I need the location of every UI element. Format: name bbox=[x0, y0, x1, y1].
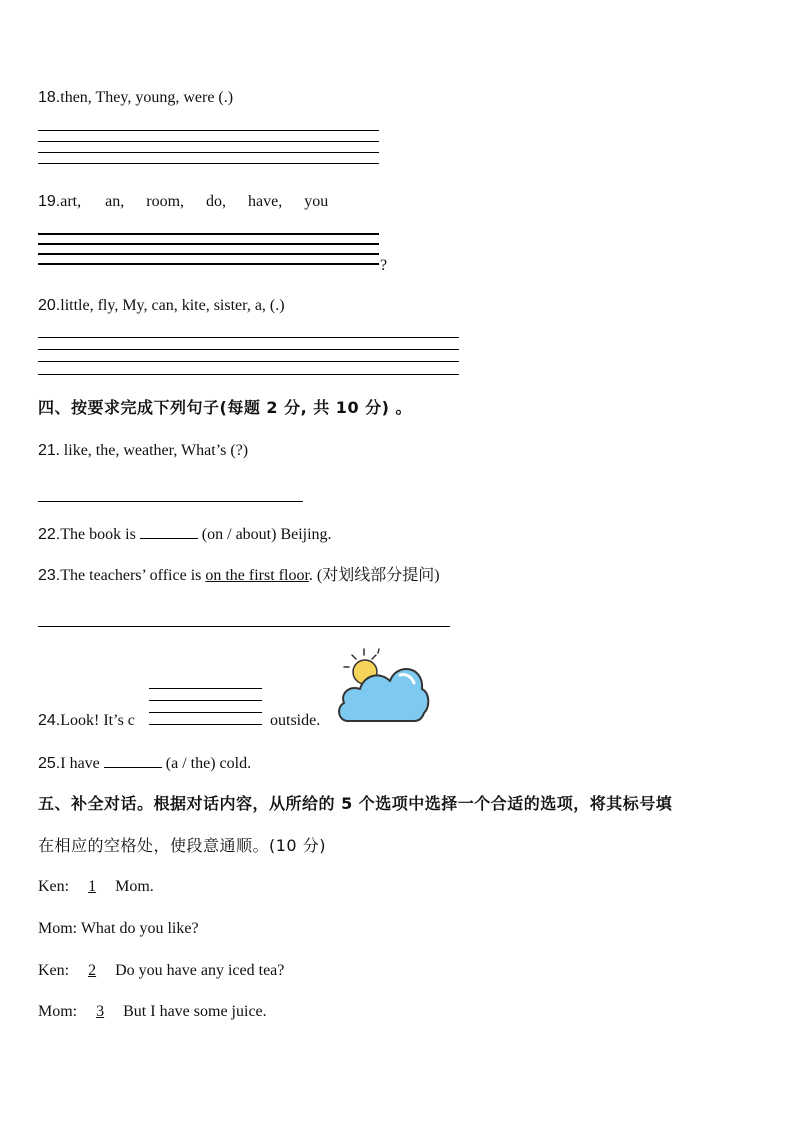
section-5-title-line2: 在相应的空格处，使段意通顺。(10 分) bbox=[38, 836, 326, 855]
question-text-after: . (对划线部分提问) bbox=[308, 567, 440, 584]
question-18 bbox=[38, 88, 233, 108]
question-number: 23. bbox=[38, 567, 61, 584]
question-text-after: (on / about) Beijing. bbox=[201, 526, 332, 543]
question-24 bbox=[38, 711, 135, 731]
speaker: Ken: bbox=[38, 878, 74, 895]
question-number: 24. bbox=[38, 712, 61, 729]
question-words: then, They, young, were (.) bbox=[60, 89, 234, 106]
question-mark: ? bbox=[380, 257, 388, 274]
question-text-before: The book is bbox=[60, 526, 136, 543]
question-word: do, bbox=[206, 193, 227, 210]
question-word: you bbox=[304, 193, 329, 210]
answer-line[interactable] bbox=[38, 337, 459, 338]
question-22 bbox=[38, 524, 332, 545]
question-19 bbox=[38, 192, 328, 212]
cloud-sun-icon bbox=[334, 645, 430, 725]
question-word: room, bbox=[146, 193, 185, 210]
question-25 bbox=[38, 753, 251, 774]
speaker: Mom: What do you like? bbox=[38, 920, 199, 937]
question-word: art, bbox=[60, 193, 82, 210]
question-number: 22. bbox=[38, 526, 61, 543]
question-word: have, bbox=[248, 193, 283, 210]
section-5-title-line1: 五、补全对话。根据对话内容，从所给的 5 个选项中选择一个合适的选项，将其标号填 bbox=[38, 794, 673, 813]
dialog-text: Mom. bbox=[111, 878, 154, 895]
underlined-phrase: on the first floor bbox=[205, 567, 309, 584]
answer-blank-3[interactable]: 3 bbox=[96, 1003, 105, 1020]
fill-blank[interactable] bbox=[140, 524, 198, 539]
dialog-text: Do you have any iced tea? bbox=[111, 962, 285, 979]
question-21 bbox=[38, 441, 248, 461]
speaker: Ken: bbox=[38, 962, 74, 979]
answer-line[interactable] bbox=[38, 253, 379, 255]
answer-line[interactable] bbox=[149, 700, 262, 701]
answer-line[interactable] bbox=[38, 233, 379, 235]
speaker: Mom: bbox=[38, 1003, 82, 1020]
answer-line[interactable] bbox=[149, 688, 262, 689]
question-number: 21 bbox=[38, 442, 56, 459]
question-text-after: (a / the) cold. bbox=[165, 755, 252, 772]
answer-line[interactable] bbox=[38, 374, 459, 375]
dialog-text: But I have some juice. bbox=[119, 1003, 267, 1020]
question-text-before: Look! It’s c bbox=[60, 712, 135, 729]
answer-line[interactable] bbox=[38, 141, 379, 142]
answer-line[interactable] bbox=[149, 712, 262, 713]
answer-blank-2[interactable]: 2 bbox=[88, 962, 97, 979]
answer-line[interactable] bbox=[38, 349, 459, 350]
question-words: little, fly, My, can, kite, sister, a, (.) bbox=[60, 297, 285, 314]
answer-line[interactable] bbox=[38, 243, 379, 245]
answer-line[interactable] bbox=[38, 130, 379, 131]
question-number: 25. bbox=[38, 755, 61, 772]
dialog-line bbox=[38, 919, 199, 939]
fill-blank[interactable] bbox=[104, 753, 162, 768]
question-number: 19. bbox=[38, 193, 61, 210]
cloud-shape bbox=[339, 669, 428, 721]
answer-line[interactable] bbox=[38, 501, 303, 502]
dialog-line bbox=[38, 877, 154, 897]
answer-line[interactable] bbox=[38, 626, 450, 627]
question-text-before: The teachers’ office is bbox=[60, 567, 206, 584]
answer-line[interactable] bbox=[38, 163, 379, 164]
question-number: 20. bbox=[38, 297, 61, 314]
answer-line[interactable] bbox=[38, 152, 379, 153]
answer-line[interactable] bbox=[38, 361, 459, 362]
answer-line[interactable] bbox=[38, 263, 379, 265]
answer-line[interactable] bbox=[149, 724, 262, 725]
question-word: an, bbox=[105, 193, 125, 210]
question-number: 18. bbox=[38, 89, 61, 106]
question-text: . like, the, weather, What’s (?) bbox=[55, 442, 249, 459]
question-20 bbox=[38, 296, 285, 316]
dialog-line bbox=[38, 1002, 267, 1022]
question-text-before: I have bbox=[60, 755, 100, 772]
question-text-after: outside. bbox=[270, 712, 321, 729]
answer-blank-1[interactable]: 1 bbox=[88, 878, 97, 895]
section-4-title: 四、按要求完成下列句子(每题 2 分, 共 10 分) 。 bbox=[38, 398, 413, 417]
question-23 bbox=[38, 566, 440, 586]
dialog-line bbox=[38, 961, 284, 981]
